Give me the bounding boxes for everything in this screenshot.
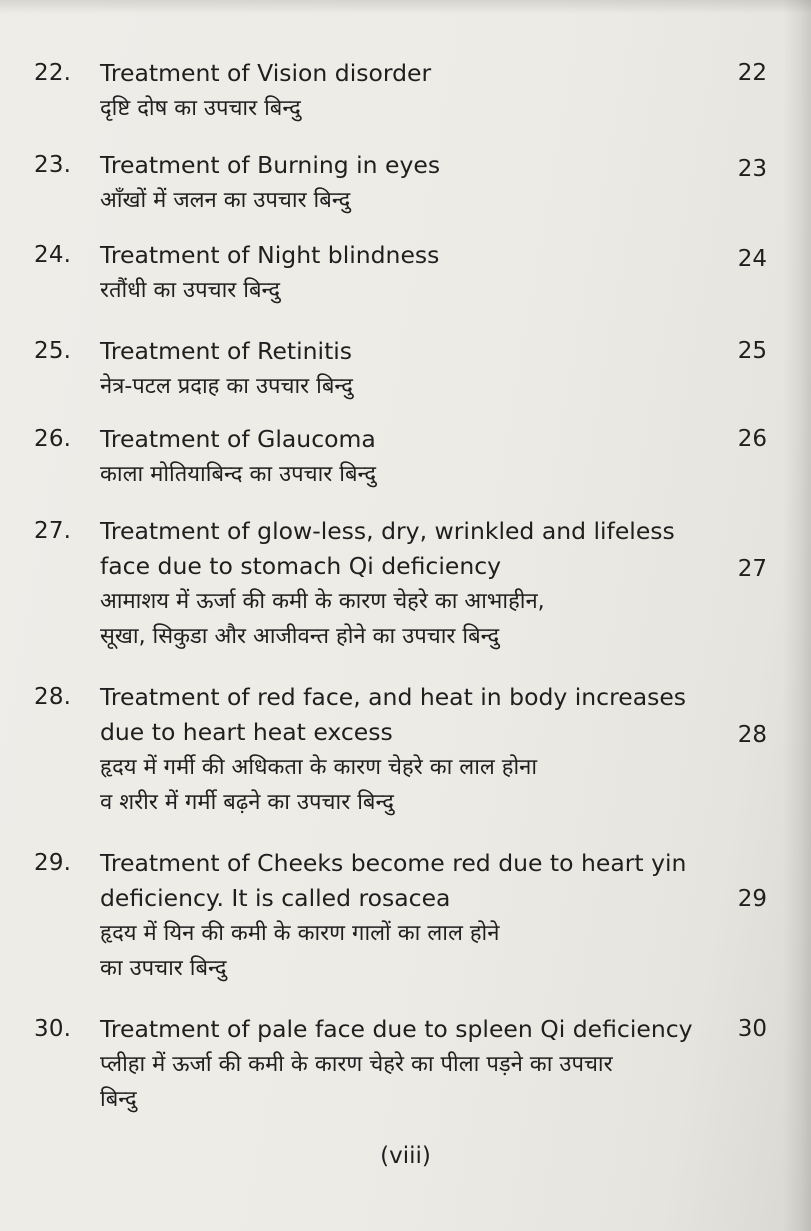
entry-title-hindi-cont: बिन्दु xyxy=(100,1087,137,1112)
entry-title-hindi-cont: का उपचार बिन्दु xyxy=(100,956,227,981)
entry-body xyxy=(100,1012,700,1117)
entry-page-number: 25 xyxy=(737,338,767,364)
entry-number: 25. xyxy=(34,338,72,364)
entry-title-hindi: काला मोतियाबिन्द का उपचार बिन्दु xyxy=(100,462,377,487)
entry-page-number: 27 xyxy=(737,556,767,582)
entry-title-english: Treatment of pale face due to spleen Qi deficiency xyxy=(100,1015,693,1043)
entry-title-english: Treatment of Glaucoma xyxy=(100,425,376,453)
entry-number: 22. xyxy=(34,60,72,86)
page-edge-shadow xyxy=(783,0,811,1231)
entry-title-english: Treatment of Burning in eyes xyxy=(100,151,441,179)
entry-page-number: 26 xyxy=(737,426,767,452)
entry-title-hindi-cont: सूखा, सिकुडा और आजीवन्त होने का उपचार बिन्दु xyxy=(100,624,500,649)
entry-body xyxy=(100,680,700,820)
entry-page-number: 24 xyxy=(737,246,767,272)
entry-title-english: Treatment of red face, and heat in body increases xyxy=(100,683,687,711)
entry-number: 27. xyxy=(34,518,72,544)
entry-body xyxy=(100,238,700,308)
entry-page-number: 29 xyxy=(737,886,767,912)
entry-body xyxy=(100,846,700,986)
entry-body xyxy=(100,514,700,654)
entry-title-english: Treatment of Cheeks become red due to heart yin xyxy=(100,849,687,877)
entry-title-hindi: हृदय में यिन की कमी के कारण गालों का लाल होने xyxy=(100,921,500,946)
entry-number: 28. xyxy=(34,684,72,710)
entry-body xyxy=(100,422,700,492)
entry-title-english-cont: deficiency. It is called rosacea xyxy=(100,884,451,912)
page-footer-number: (viii) xyxy=(380,1143,431,1169)
page-top-shadow xyxy=(0,0,811,14)
entry-title-hindi: रतौंधी का उपचार बिन्दु xyxy=(100,278,280,303)
entry-title-hindi: आँखों में जलन का उपचार बिन्दु xyxy=(100,188,351,213)
entry-page-number: 28 xyxy=(737,722,767,748)
entry-title-english: Treatment of Retinitis xyxy=(100,337,353,365)
entry-body xyxy=(100,334,700,404)
entry-number: 29. xyxy=(34,850,72,876)
entry-page-number: 23 xyxy=(737,156,767,182)
entry-title-hindi: आमाशय में ऊर्जा की कमी के कारण चेहरे का आभाहीन, xyxy=(100,589,545,614)
entry-title-english: Treatment of Night blindness xyxy=(100,241,440,269)
entry-page-number: 30 xyxy=(737,1016,767,1042)
entry-body xyxy=(100,56,700,126)
entry-title-hindi: प्लीहा में ऊर्जा की कमी के कारण चेहरे का पीला पड़ने का उपचार xyxy=(100,1052,613,1077)
entry-body xyxy=(100,148,700,218)
entry-number: 24. xyxy=(34,242,72,268)
entry-title-english-cont: face due to stomach Qi deficiency xyxy=(100,552,502,580)
entry-number: 23. xyxy=(34,152,72,178)
entry-number: 30. xyxy=(34,1016,72,1042)
entry-title-hindi: दृष्टि दोष का उपचार बिन्दु xyxy=(100,96,301,121)
entry-title-english: Treatment of Vision disorder xyxy=(100,59,432,87)
entry-title-hindi-cont: व शरीर में गर्मी बढ़ने का उपचार बिन्दु xyxy=(100,790,394,815)
entry-number: 26. xyxy=(34,426,72,452)
entry-title-english-cont: due to heart heat excess xyxy=(100,718,393,746)
entry-title-hindi: नेत्र-पटल प्रदाह का उपचार बिन्दु xyxy=(100,374,353,399)
entry-page-number: 22 xyxy=(737,60,767,86)
entry-title-english: Treatment of glow-less, dry, wrinkled and lifeless xyxy=(100,517,675,545)
entry-title-hindi: हृदय में गर्मी की अधिकता के कारण चेहरे का लाल होना xyxy=(100,755,538,780)
